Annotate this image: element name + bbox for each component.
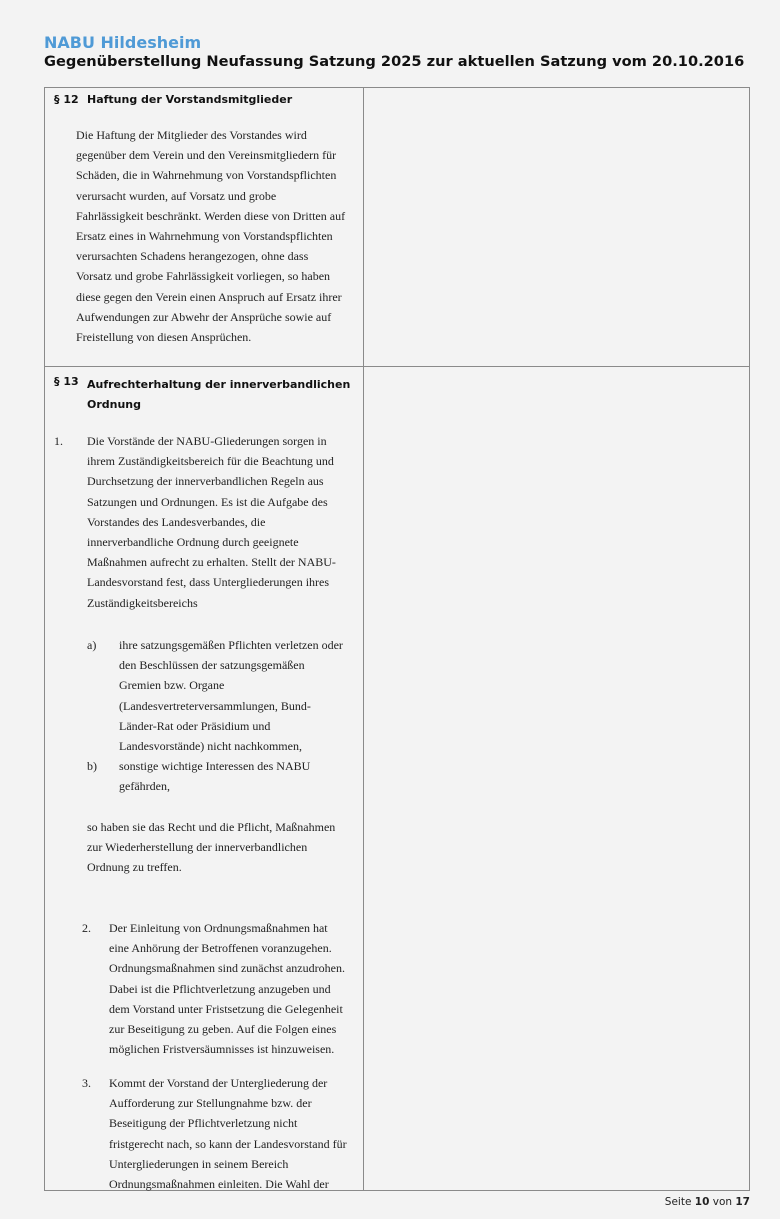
text-line: Fahrlässigkeit beschränkt. Werden diese von Dritten auf	[76, 208, 346, 223]
paragraph-3-number: 3.	[82, 1076, 91, 1090]
text-line: Zuständigkeitsbereichs	[87, 595, 198, 610]
total-pages: 17	[735, 1196, 750, 1208]
text-line: (Landesvertreterversammlungen, Bund-	[119, 698, 311, 713]
text-line: Aufforderung zur Stellungnahme bzw. der	[109, 1096, 312, 1111]
text-line: Ordnungsmaßnahmen einleiten. Die Wahl der	[109, 1177, 329, 1192]
text-line: Die Vorstände der NABU-Gliederungen sorgen in	[87, 434, 327, 448]
page-number	[665, 1196, 750, 1208]
text-line: fristgerecht nach, so kann der Landesvorstand für	[109, 1136, 347, 1151]
current-page: 10	[694, 1196, 710, 1208]
text-line: zur Beseitigung zu geben. Auf die Folgen eines	[109, 1022, 337, 1037]
text-line: möglichen Fristversäumnisses ist hinzuweisen.	[109, 1042, 335, 1057]
item-a-marker: a)	[87, 638, 97, 652]
row-divider	[44, 366, 750, 367]
text-line: sonstige wichtige Interessen des NABU	[119, 759, 311, 773]
item-b-marker: b)	[87, 759, 97, 773]
section-13-number: § 13	[54, 375, 79, 388]
text-line: gegenüber dem Verein und den Vereinsmitgliedern für	[76, 148, 337, 163]
text-line: Landesvorstände) nicht nachkommen,	[119, 739, 302, 754]
item-b-text	[119, 756, 310, 796]
paragraph-1-text	[87, 431, 336, 613]
text-line: Freistellung von diesen Ansprüchen.	[76, 330, 252, 345]
text-line: Schäden, die in Wahrnehmung von Vorstandspflichten	[76, 168, 337, 183]
paragraph-2-text	[109, 918, 345, 1059]
paragraph-1-conclusion	[87, 817, 335, 878]
text-line: Länder-Rat oder Präsidium und	[119, 718, 271, 733]
text-line: Maßnahmen aufrecht zu erhalten. Stellt der NABU-	[87, 555, 336, 570]
text-line: Vorstandes des Landesverbandes, die	[87, 514, 266, 529]
text-line: Beseitigung der Pflichtverletzung nicht	[109, 1116, 298, 1131]
text-line: Gremien bzw. Organe	[119, 678, 225, 693]
paragraph-1-number: 1.	[54, 434, 63, 448]
paragraph-3-text	[109, 1073, 347, 1194]
text-line: ihre satzungsgemäßen Pflichten verletzen oder	[119, 638, 343, 652]
section-12-title: Haftung der Vorstandsmitglieder	[87, 93, 293, 106]
text-line: Landesvorstand fest, dass Untergliederungen ihres	[87, 575, 330, 590]
text-line: Vorsatz und grobe Fahrlässigkeit vorliegen, so haben	[76, 269, 331, 284]
section-13-title-line: Ordnung	[87, 398, 142, 411]
text-line: den Beschlüssen der satzungsgemäßen	[119, 658, 305, 673]
text-line: Untergliederungen in seinem Bereich	[109, 1156, 289, 1171]
text-line: Die Haftung der Mitglieder des Vorstandes wird	[76, 128, 307, 142]
column-divider	[363, 87, 364, 1191]
paragraph-2-number: 2.	[82, 921, 91, 935]
text-line: dem Vorstand unter Fristsetzung die Gelegenheit	[109, 1001, 343, 1016]
text-line: Aufwendungen zur Abwehr der Ansprüche sowie auf	[76, 309, 332, 324]
text-line: Dabei ist die Pflichtverletzung anzugeben und	[109, 981, 331, 996]
text-line: Durchsetzung der innerverbandlichen Regeln aus	[87, 474, 324, 489]
text-line: Ordnung zu treffen.	[87, 860, 182, 875]
text-line: so haben sie das Recht und die Pflicht, Maßnahmen	[87, 820, 336, 834]
section-12-number: § 12	[54, 93, 79, 106]
page-label: Seite	[664, 1196, 692, 1208]
text-line: Satzungen und Ordnungen. Es ist die Aufgabe des	[87, 494, 328, 509]
text-line: ihrem Zuständigkeitsbereich für die Beachtung und	[87, 454, 334, 469]
text-line: eine Anhörung der Betroffenen voranzugehen.	[109, 941, 332, 956]
text-line: zur Wiederherstellung der innerverbandlichen	[87, 840, 308, 855]
text-line: Kommt der Vorstand der Untergliederung der	[109, 1076, 328, 1090]
organization-name: NABU Hildesheim	[44, 33, 202, 52]
section-13-title	[87, 375, 350, 415]
page-title: Gegenüberstellung Neufassung Satzung 2025 zur aktuellen Satzung vom 20.10.2016	[44, 53, 745, 70]
text-line: verursacht wurden, auf Vorsatz und grobe	[76, 188, 277, 203]
text-line: Ersatz eines in Wahrnehmung von Vorstandspflichten	[76, 229, 333, 244]
section-12-text	[76, 125, 345, 347]
text-line: Der Einleitung von Ordnungsmaßnahmen hat	[109, 921, 328, 935]
text-line: verursachten Schadens herangezogen, ohne dass	[76, 249, 309, 264]
text-line: Ordnungsmaßnahmen sind zunächst anzudrohen.	[109, 961, 345, 976]
item-a-text	[119, 635, 343, 756]
text-line: diese gegen den Verein einen Anspruch auf Ersatz ihrer	[76, 289, 342, 304]
page-separator: von	[712, 1196, 733, 1208]
text-line: gefährden,	[119, 779, 170, 794]
text-line: innerverbandliche Ordnung durch geeignete	[87, 535, 299, 550]
section-13-title-line: Aufrechterhaltung der innerverbandlichen	[87, 378, 351, 391]
